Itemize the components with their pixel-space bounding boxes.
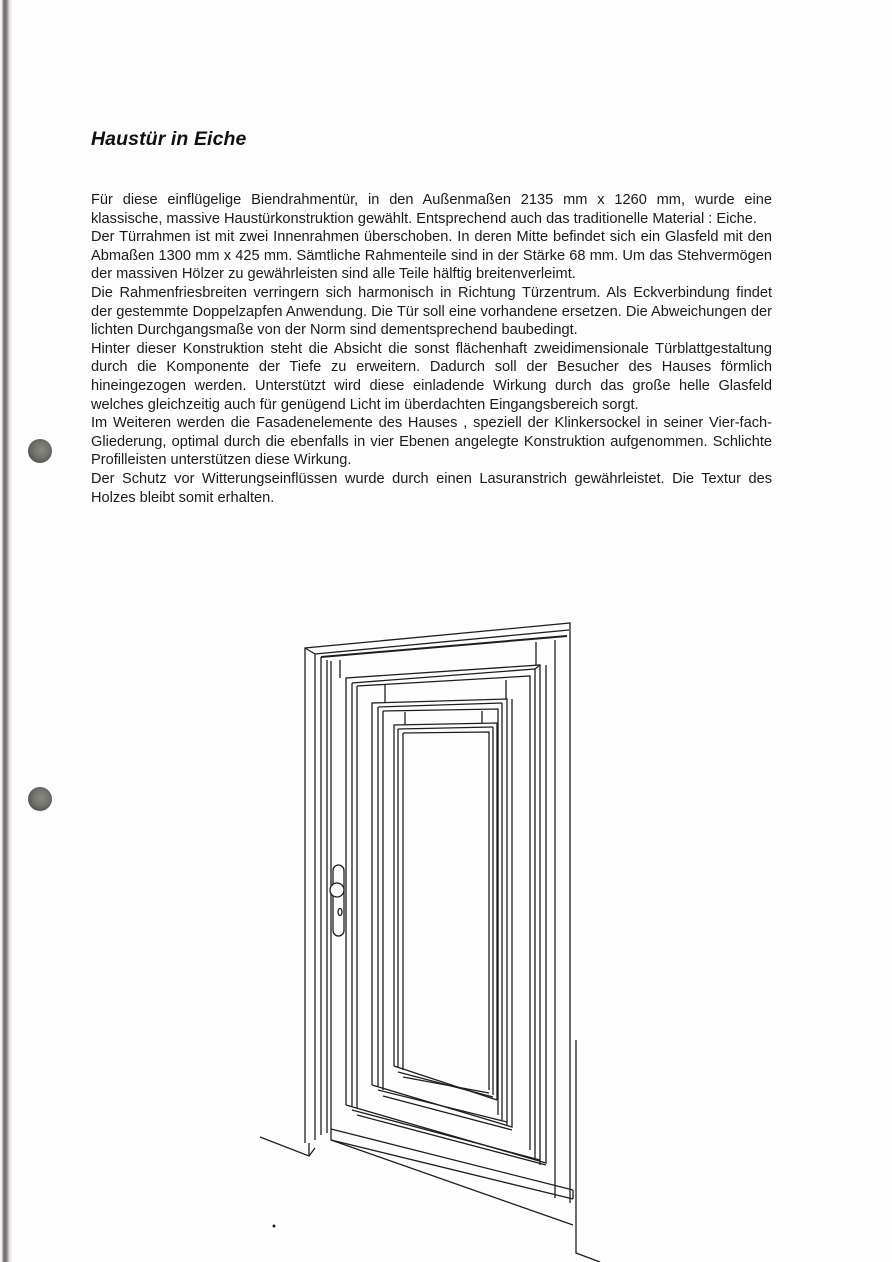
paragraph: Die Rahmenfriesbreiten verringern sich harmonisch in Richtung Türzentrum. Als Eckverbindung findet der gestemmte Doppelzapfen Anwendung. Die Tür soll eine vorhandene ersetzen. Die Abweichungen der lichten Durchgangsmaße von der Norm sind dementsprechend baubedingt. — [91, 284, 772, 339]
door-drawing — [240, 612, 620, 1262]
glass-panel — [394, 711, 497, 1100]
body-text — [91, 191, 772, 507]
paragraph: Im Weiteren werden die Fasadenelemente des Hauses , speziell der Klinkersockel in seiner Vier-fach-Gliederung, optimal durch die ebenfalls in vier Ebenen angelegte Konstruktion aufgenommen. Schlichte Profilleisten unterstützen diese Wirkung. — [91, 415, 772, 469]
page-title: Haustür in Eiche — [91, 128, 247, 150]
paragraph: Für diese einflügelige Biendrahmentür, in den Außenmaßen 2135 mm x 1260 mm, wurde eine klassische, massive Haustürkonstruktion gewählt. Entsprechend auch das traditionelle Material : Eiche. — [91, 192, 772, 227]
inner-frame-1 — [340, 642, 546, 1165]
page-binding-edge — [0, 0, 12, 1262]
punch-hole — [28, 439, 52, 463]
floor-lines — [260, 1040, 600, 1262]
door-handle-icon — [330, 865, 344, 936]
inner-frame-2 — [372, 680, 512, 1130]
paragraph: Der Türrahmen ist mit zwei Innenrahmen überschoben. In deren Mitte befindet sich ein Glasfeld mit den Abmaßen 1300 mm x 425 mm. Sämtliche Rahmenteile sind in der Stärke 68 mm. Um das Stehvermögen der massiven Hölzer zu gewährleisten sind alle Teile hälftig breitenverleimt. — [91, 229, 772, 283]
punch-hole — [28, 787, 52, 811]
door-illustration — [240, 612, 620, 1262]
paragraph: Hinter dieser Konstruktion steht die Absicht die sonst flächenhaft zweidimensionale Türblattgestaltung durch die Komponente der Tiefe zu erweitern. Dadurch soll der Besucher des Hauses förmlich hineingezogen werden. Unterstützt wird diese einladende Wirkung durch das große helle Glasfeld welches gleichzeitig auch für genügend Licht im überdachten Eingangsbereich sorgt. — [91, 340, 772, 413]
paragraph: Der Schutz vor Witterungseinflüssen wurde durch einen Lasuranstrich gewährleistet. Die Textur des Holzes bleibt somit erhalten. — [91, 470, 772, 506]
